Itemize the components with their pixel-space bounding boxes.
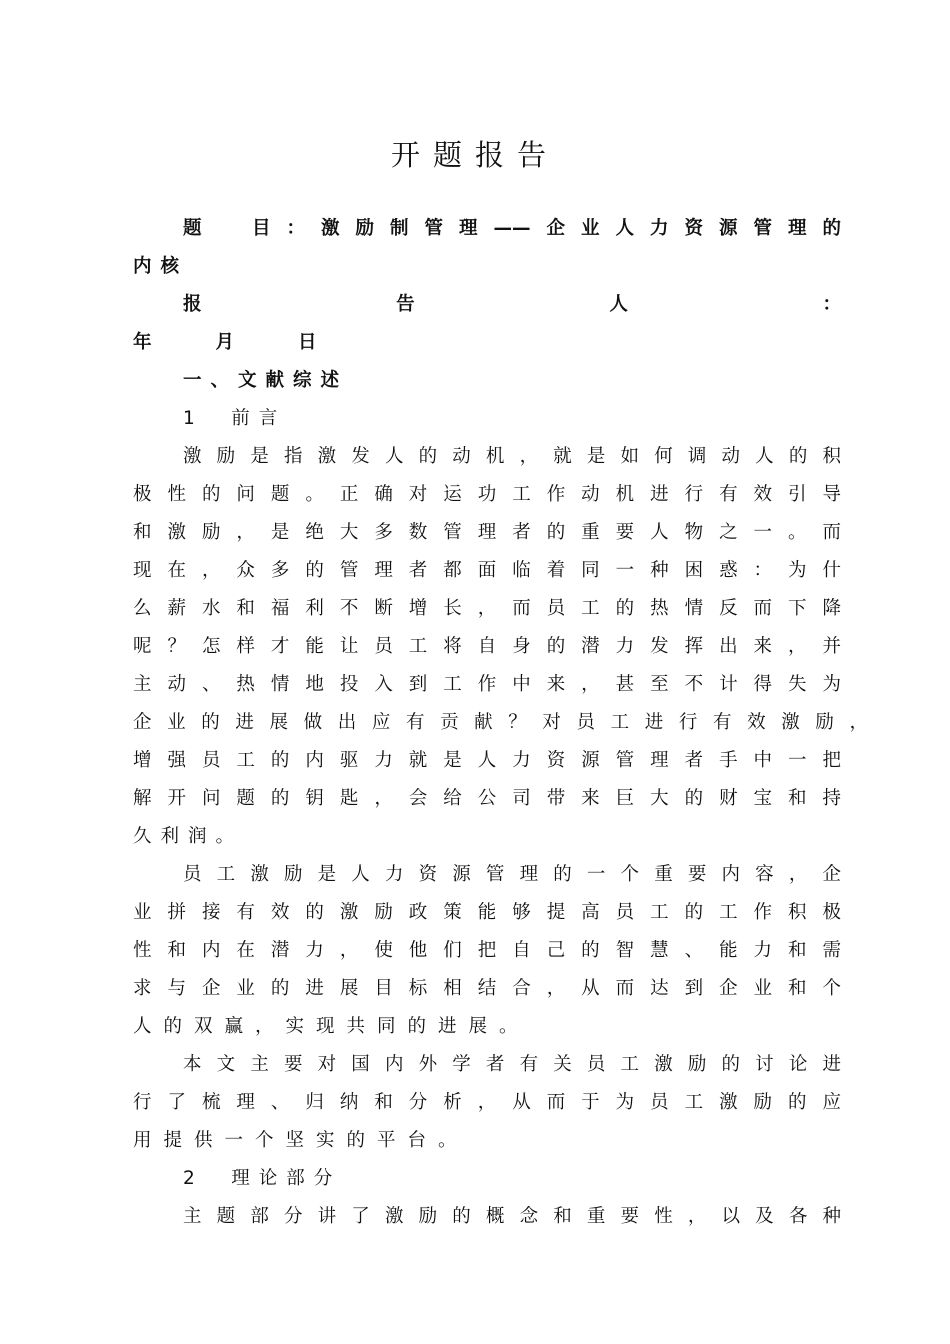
paragraph-line: 员工激励是人力资源管理的一个重要内容，企 xyxy=(183,864,841,885)
page-title: 开题报告 xyxy=(390,138,559,172)
paragraph-line: 激励是指激发人的动机，就是如何调动人的积 xyxy=(183,446,841,467)
section-heading: 一、文献综述 xyxy=(183,370,349,391)
paragraph-line: 么薪水和福利不断增长，而员工的热情反而下降 xyxy=(133,598,841,619)
paragraph-line: 极性的问题。正确对运功工作动机进行有效引导 xyxy=(133,484,841,505)
paragraph-line: 本文主要对国内外学者有关员工激励的讨论进 xyxy=(183,1054,841,1075)
reporter-line: 报 告 人 ： xyxy=(183,294,841,315)
paragraph-line: 主题部分讲了激励的概念和重要性，以及各种 xyxy=(183,1206,841,1227)
paragraph-line: 业拼接有效的激励政策能够提高员工的工作积极 xyxy=(133,902,841,923)
paragraph-line: 企业的进展做出应有贡献？对员工进行有效激励， xyxy=(133,712,868,733)
paragraph-line: 和激励，是绝大多数管理者的重要人物之一。而 xyxy=(133,522,841,543)
paragraph-line: 久利润。 xyxy=(133,826,244,847)
paragraph-line: 增强员工的内驱力就是人力资源管理者手中一把 xyxy=(133,750,841,771)
subsection-heading: 2 理论部分 xyxy=(183,1168,342,1189)
paragraph-line: 现在，众多的管理者都面临着同一种困惑：为什 xyxy=(133,560,841,581)
paragraph-line: 用提供一个坚实的平台。 xyxy=(133,1130,469,1151)
subject-line: 题 目：激励制管理——企业人力资源管理的 xyxy=(183,218,841,239)
date-line: 年 月 日 xyxy=(133,332,326,353)
subsection-heading: 1 前言 xyxy=(183,408,287,429)
subject-line-continuation: 内核 xyxy=(133,256,189,277)
paragraph-line: 行了梳理、归纳和分析，从而于为员工激励的应 xyxy=(133,1092,841,1113)
paragraph-line: 呢？怎样才能让员工将自身的潜力发挥出来，并 xyxy=(133,636,841,657)
paragraph-line: 求与企业的进展目标相结合，从而达到企业和个 xyxy=(133,978,841,999)
paragraph-line: 性和内在潜力，使他们把自己的智慧、能力和需 xyxy=(133,940,841,961)
paragraph-line: 解开问题的钥匙，会给公司带来巨大的财宝和持 xyxy=(133,788,841,809)
paragraph-line: 人的双赢，实现共同的进展。 xyxy=(133,1016,530,1037)
paragraph-line: 主动、热情地投入到工作中来，甚至不计得失为 xyxy=(133,674,841,695)
